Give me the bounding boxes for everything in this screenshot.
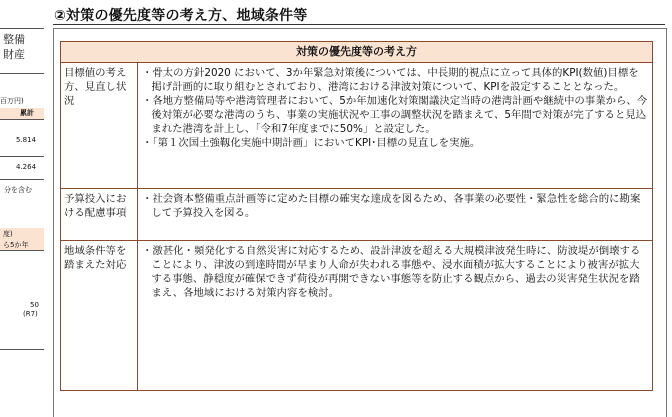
table-header-row — [61, 42, 653, 63]
row-label-budget: 予算投入における配慮事項 — [61, 189, 138, 241]
section-title-rule — [53, 24, 665, 25]
row-content-target-values — [138, 63, 653, 189]
left-panel-text: 累計 — [20, 109, 34, 117]
row-label-target-values: 目標値の考え方、見直し状況 — [61, 63, 138, 189]
bullet-text: ・各地方整備局等や港湾管理者において、5か年加速化対策閣議決定当時の港湾計画や継続中の事業から、今後対策が必要な港湾のうち、事業の実施状況や工事の調整状況を踏まえて、5年間で対策が完了すると見込まれた港湾を計上し、「令和7年度までに50%」と設定した。 — [142, 95, 648, 135]
bullet-text: ・骨太の方針2020 において、3か年緊急対策後については、中長期的視点に立って具体的KPI(数値)目標を掲げ計画的に取り組むとされており、港湾における津波対策について、KPIを設定することとなった。 — [142, 67, 639, 93]
left-cropped-panel — [0, 0, 44, 417]
priority-table — [60, 41, 653, 391]
table-header: 対策の優先度等の考え方 — [61, 42, 653, 63]
table-row — [61, 63, 653, 189]
left-panel-text: 整備 — [3, 33, 25, 46]
left-panel-text: ら5か年 — [3, 241, 29, 249]
left-panel-text: 財産 — [3, 48, 25, 61]
row-label-regional: 地域条件等を踏まえた対応 — [61, 241, 138, 391]
section-title: ②対策の優先度等の考え方、地域条件等 — [54, 8, 308, 24]
left-panel-value: 50 — [30, 301, 39, 309]
bullet-text: ・「第１次国土強靱化実施中期計画」においてKPI･目標の見直しを実施。 — [142, 137, 481, 149]
left-panel-text: 度) — [3, 230, 13, 238]
row-content-budget — [138, 189, 653, 241]
left-panel-note: 分を含む — [4, 186, 32, 194]
left-panel-value: 5.814 — [16, 136, 37, 144]
left-panel-unit: 百万円) — [0, 97, 24, 105]
bullet-text: ・激甚化・頻発化する自然災害に対応するため、設計津波を超える大規模津波発生時に、防波堤が倒壊することにより、津波の到達時間が早まり人命が失われる事態や、浸水面積が拡大することにより被害が拡大する事態、静穏度が確保できず荷役が再開できない事態等を防止する観点から、過去の災害発生状況を踏まえ、各地域における対策内容を検討。 — [142, 245, 641, 299]
row-content-regional — [138, 241, 653, 391]
left-panel-value: 4.264 — [16, 163, 37, 171]
bullet-text: ・社会資本整備重点計画等に定めた目標の確実な達成を図るため、各事業の必要性・緊急性を総合的に勘案して予算投入を図る。 — [142, 193, 641, 219]
left-panel-value: (R7) — [23, 310, 38, 318]
table-row — [61, 189, 653, 241]
table-row — [61, 241, 653, 391]
